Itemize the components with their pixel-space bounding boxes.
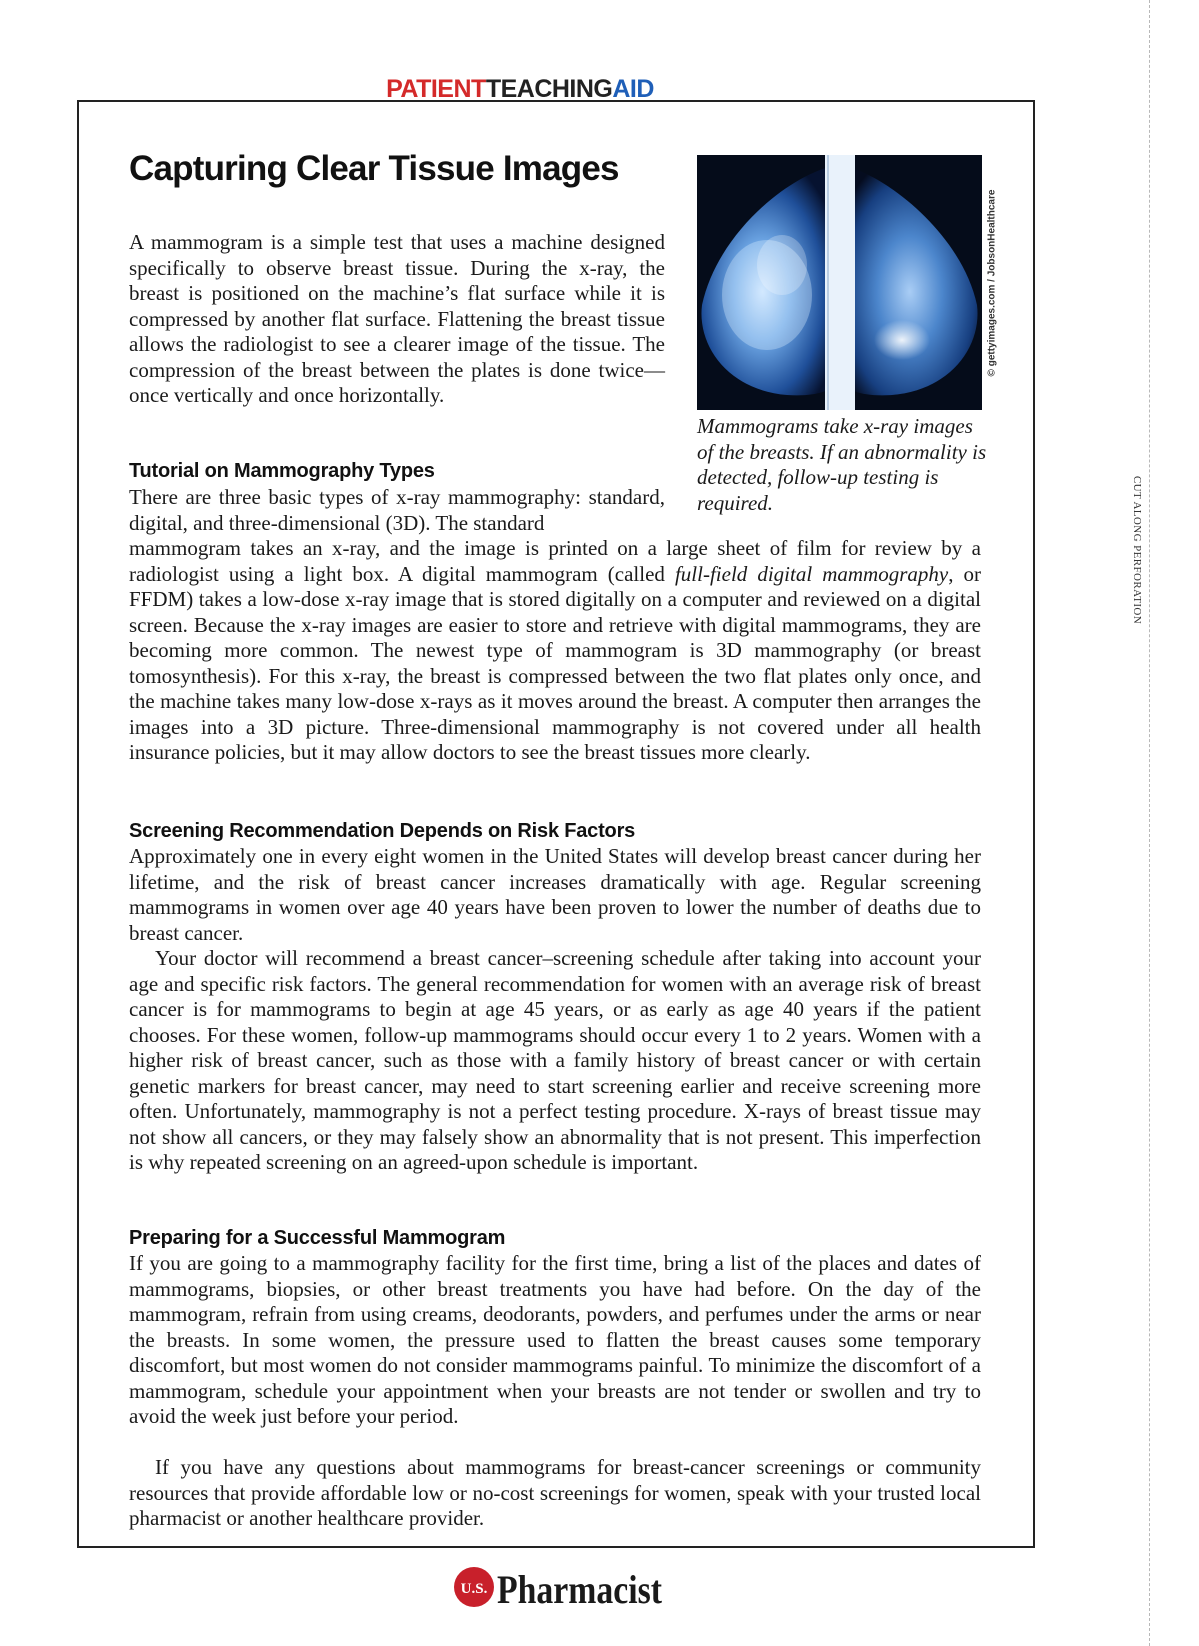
mammogram-xray-picture <box>697 155 982 410</box>
photo-credit <box>984 155 1000 410</box>
photo-caption: Mammograms take x-ray images of the breasts. If an abnormality is detected, follow-up testing is required. <box>697 414 987 515</box>
header-part-teaching: TEACHING <box>485 75 613 103</box>
header-part-patient: PATIENT <box>386 75 486 103</box>
heading-screening-recommendation: Screening Recommendation Depends on Risk Factors <box>129 820 636 842</box>
intro-paragraph: A mammogram is a simple test that uses a machine designed specifically to observe breast tissue. During the x-ray, the breast is positioned on the machine’s flat surface while it is compressed by another flat surface. Flattening the breast tissue allows the radiologist to see a clearer image of the tissue. The compression of the breast between the plates is done twice—once vertically and once horizontally. <box>129 230 665 407</box>
section1-text-a: mammogram takes an x-ray, and the image is printed on a large sheet of film for review by a radiologist using a light box. A digital mammogram (called <box>129 536 981 586</box>
us-pharmacist-logo <box>452 1555 668 1615</box>
photo-credit-text: © gettyimages.com / JobsonHealthcare <box>986 189 998 376</box>
cut-along-perforation-note <box>1130 460 1144 640</box>
section2-paragraph-1: Approximately one in every eight women in the United States will develop breast cancer during her lifetime, and the risk of breast cancer increases dramatically with age. Regular screening mammograms in women over age 40 years have been proven to lower the number of deaths due to breast cancer. <box>129 844 981 945</box>
page-title: Capturing Clear Tissue Images <box>129 149 619 188</box>
section1-lead: There are three basic types of x-ray mammography: standard, digital, and three-dimensional (3D). The standard <box>129 485 665 535</box>
section3-paragraph-2: If you have any questions about mammograms for breast-cancer screenings or community resources that provide affordable low or no-cost screenings for women, speak with your trusted local pharmacist or another healthcare provider. <box>129 1455 981 1530</box>
heading-preparing: Preparing for a Successful Mammogram <box>129 1227 506 1249</box>
perforation-line <box>1149 0 1150 1646</box>
section3-paragraph-1: If you are going to a mammography facility for the first time, bring a list of the places and dates of mammograms, biopsies, or other breast treatments you have had before. On the day of the mammogram, refrain from using creams, deodorants, powders, and perfumes under the arms or near the breasts. In some women, the pressure used to flatten the breast causes some temporary discomfort, but most women do not consider mammograms painful. To minimize the discomfort of a mammogram, schedule your appointment when your breasts are not tender or swollen and try to avoid the week just before your period. <box>129 1251 981 1428</box>
cut-along-perforation-text: CUT ALONG PERFORATION <box>1131 475 1143 625</box>
logo-name-text: Pharmacist <box>497 1567 663 1612</box>
section1-paragraph <box>129 536 981 766</box>
section1-text-b: , or FFDM) takes a low-dose x-ray image that is stored digitally on a computer and reviewed on a digital screen. Because the x-ray images are easier to store and retrieve with digital mammograms, they are becoming more common. The newest type of mammogram is 3D mammography (or breast tomosynthesis). For this x-ray, the breast is compressed between the two flat plates only once, and the machine takes many low-dose x-rays as it moves around the breast. A computer then arranges the images into a 3D picture. Three-dimensional mammography is not covered under all health insurance policies, but it may allow doctors to see the breast tissues more clearly. <box>129 561 981 764</box>
section1-term: full-field digital mammography <box>674 561 949 586</box>
heading-mammography-types: Tutorial on Mammography Types <box>129 460 435 482</box>
logo-badge-text: U.S. <box>460 1581 488 1597</box>
header-part-aid: AID <box>612 75 654 103</box>
section2-paragraph-2: Your doctor will recommend a breast cancer–screening schedule after taking into account your age and specific risk factors. The general recommendation for women with an average risk of breast cancer is for mammograms to begin at age 45 years, or as early as age 40 years if the patient chooses. For these women, follow-up mammograms should occur every 1 to 2 years. Women with a higher risk of breast cancer, such as those with a family history of breast cancer or with certain genetic markers for breast cancer, may need to start screening earlier and receive screening more often. Unfortunately, mammography is not a perfect testing procedure. X-rays of breast tissue may not show all cancers, or they may falsely show an abnormality that is not present. This imperfection is why repeated screening on an agreed-upon schedule is important. <box>129 946 981 1174</box>
mammogram-image <box>697 155 982 410</box>
